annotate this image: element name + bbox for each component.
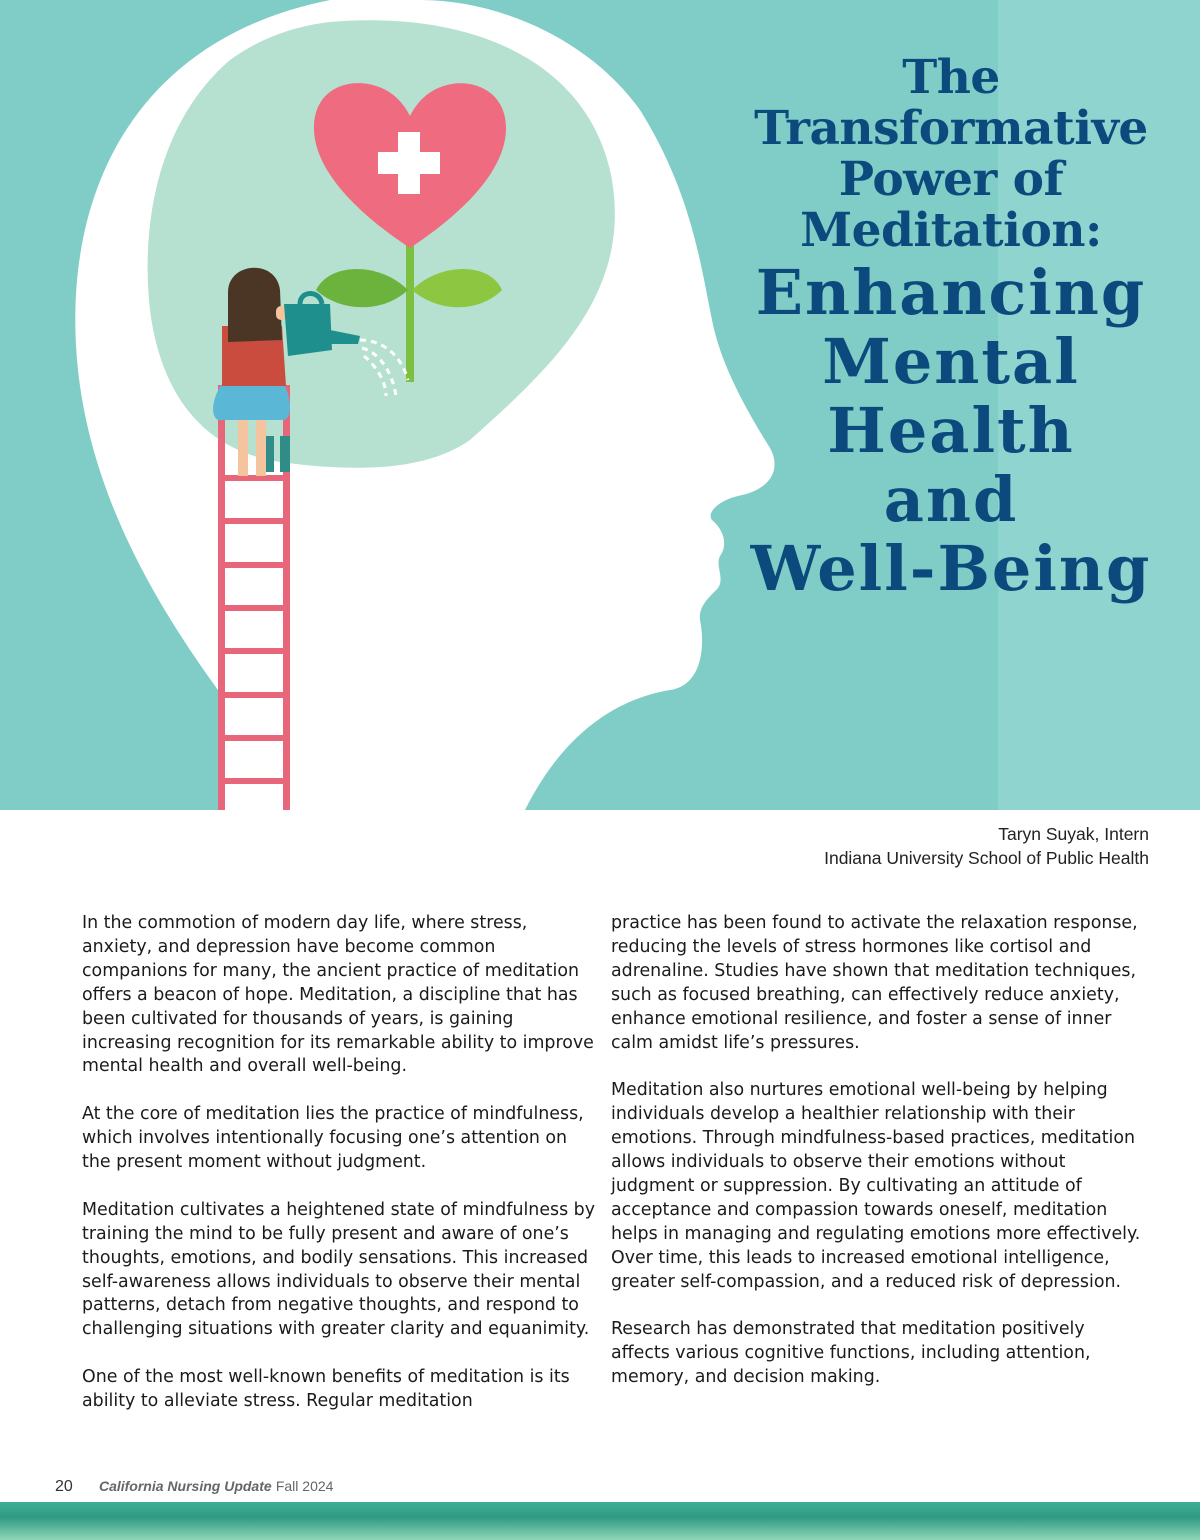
- body-column-right: [611, 912, 1141, 1414]
- publication-name: California Nursing Update: [98, 1478, 272, 1494]
- body-paragraph: Meditation also nurtures emotional well-being by helping individuals develop a healthier relationship with their emotions. Through mindfulness-based practices, meditation allows individuals to observe their emotions without judgment or suppression. By cultivating an attitude of acceptance and compassion towards oneself, meditation helps in managing and regulating emotions more effectively. Over time, this leads to increased emotional intelligence, greater self-compassion, and a reduced risk of depression.: [611, 1080, 1141, 1292]
- body-paragraph: In the commotion of modern day life, where stress, anxiety, and depression have become common companions for many, the ancient practice of meditation offers a beacon of hope. Meditation, a discipline that has been cultivated for thousands of years, is gaining increasing recognition for its remarkable ability to improve mental health and overall well-being.: [82, 913, 594, 1077]
- author-affiliation: Indiana University School of Public Health: [824, 848, 1149, 868]
- author-name: Taryn Suyak, Intern: [998, 824, 1149, 844]
- page-footer: [55, 1478, 333, 1496]
- subtitle-line: Well-Being: [750, 532, 1152, 605]
- subtitle-line: Mental: [822, 325, 1080, 398]
- subtitle-line: and: [883, 463, 1019, 536]
- page-number: 20: [55, 1478, 73, 1495]
- title-line: Meditation:: [800, 203, 1102, 258]
- byline: [824, 822, 1149, 870]
- body-paragraph: One of the most well-known benefits of meditation is its ability to alleviate stress. Regular meditation: [82, 1367, 570, 1412]
- article-title: [720, 50, 1182, 605]
- title-line: Transformative: [754, 101, 1148, 156]
- footer-color-bar: [0, 1502, 1200, 1540]
- flower-stem: [406, 236, 414, 382]
- body-paragraph: Meditation cultivates a heightened state of mindfulness by training the mind to be fully present and aware of one’s thoughts, emotions, and bodily sensations. This increased self-awareness allows individuals to observe their mental patterns, detach from negative thoughts, and respond to challenging situations with greater clarity and equanimity.: [82, 1199, 595, 1340]
- body-column-left: [82, 912, 600, 1438]
- title-line: Power of: [838, 152, 1064, 207]
- title-line: The: [902, 50, 1000, 105]
- body-paragraph: practice has been found to activate the relaxation response, reducing the levels of stress hormones like cortisol and adrenaline. Studies have shown that meditation techniques, such as focused breathing, can effectively reduce anxiety, enhance emotional resilience, and foster a sense of inner calm amidst life’s pressures.: [611, 913, 1138, 1053]
- body-paragraph: Research has demonstrated that meditation positively affects various cognitive functions, including attention, memory, and decision making.: [611, 1319, 1091, 1388]
- body-paragraph: At the core of meditation lies the practice of mindfulness, which involves intentionally focusing one’s attention on the present moment without judgment.: [82, 1104, 584, 1173]
- subtitle-line: Health: [827, 394, 1075, 467]
- subtitle-line: Enhancing: [755, 256, 1147, 329]
- issue-label: Fall 2024: [275, 1478, 334, 1494]
